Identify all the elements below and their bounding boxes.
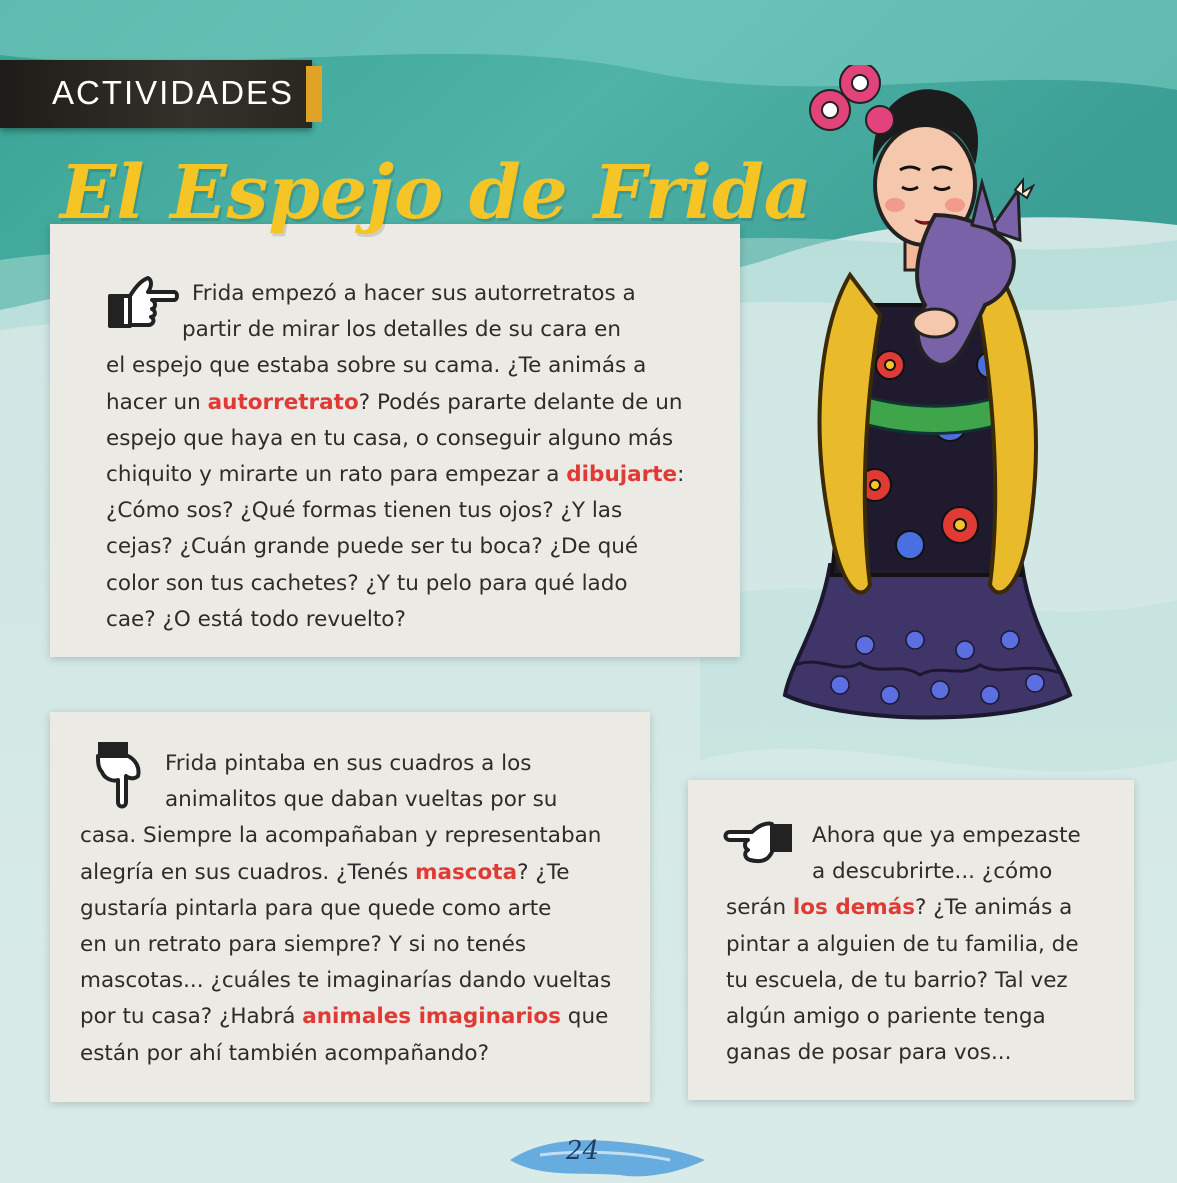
text-line: partir de mirar los detalles de su cara en [182,317,621,343]
text-line: en un retrato para siempre? Y si no tenés [80,932,527,958]
highlight-los-demas: los demás [792,895,916,921]
highlight-autorretrato: autorretrato [207,389,359,415]
activity-card-others [688,780,1134,1100]
text-line: pintar a alguien de tu familia, de [726,931,1079,957]
text-line: tu escuela, de tu barrio? Tal vez [726,967,1068,993]
text-line: espejo que haya en tu casa, o conseguir alguno más [106,425,674,451]
text-line: el espejo que estaba sobre su cama. ¿Te animás a [106,353,647,379]
text-line: por tu casa? ¿Habrá animales imaginarios que [80,1004,609,1030]
text-line: gustaría pintarla para que quede como arte [80,895,552,921]
text-line: serán los demás? ¿Te animás a [726,895,1073,921]
text-line: Ahora que ya empezaste [812,823,1081,848]
text-line: chiquito y mirarte un rato para empezar a dibujarte: [106,462,685,488]
text-line: animalitos que daban vueltas por su [165,787,558,813]
text-line: a descubrirte... ¿cómo [812,859,1053,885]
text-line: cejas? ¿Cuán grande puede ser tu boca? ¿De qué [106,534,639,560]
page-title: El Espejo de Frida [60,150,812,236]
activity-card-pets [50,712,650,1102]
text-line: hacer un autorretrato? Podés pararte delante de un [106,389,683,415]
text-line: ganas de posar para vos... [726,1040,1012,1066]
text-line: cae? ¿O está todo revuelto? [106,606,406,632]
activity-text-pets [80,746,611,1072]
section-tag [0,60,312,128]
brush-stroke-decoration [500,1120,710,1183]
text-line: algún amigo o pariente tenga [726,1004,1046,1030]
activity-text-selfportrait [106,276,684,638]
text-line: color son tus cachetes? ¿Y tu pelo para qué lado [106,570,628,596]
activity-text-others [726,818,1081,1071]
text-line: Frida empezó a hacer sus autorretratos a [192,281,636,306]
text-line: están por ahí también acompañando? [80,1040,489,1066]
highlight-animales-imaginarios: animales imaginarios [302,1004,561,1030]
section-label: ACTIVIDADES [52,74,295,111]
highlight-mascota: mascota [415,859,518,885]
text-line: ¿Cómo sos? ¿Qué formas tienen tus ojos? ¿Y las [106,498,623,524]
text-line: casa. Siempre la acompañaban y representaban [80,823,602,849]
activity-card-selfportrait [50,224,740,657]
highlight-dibujarte: dibujarte [566,462,678,488]
page-number: 24 [566,1136,600,1166]
text-line: mascotas... ¿cuáles te imaginarías dando vueltas [80,968,612,994]
text-line: Frida pintaba en sus cuadros a los [165,751,532,776]
text-line: alegría en sus cuadros. ¿Tenés mascota? ¿Te [80,859,570,885]
